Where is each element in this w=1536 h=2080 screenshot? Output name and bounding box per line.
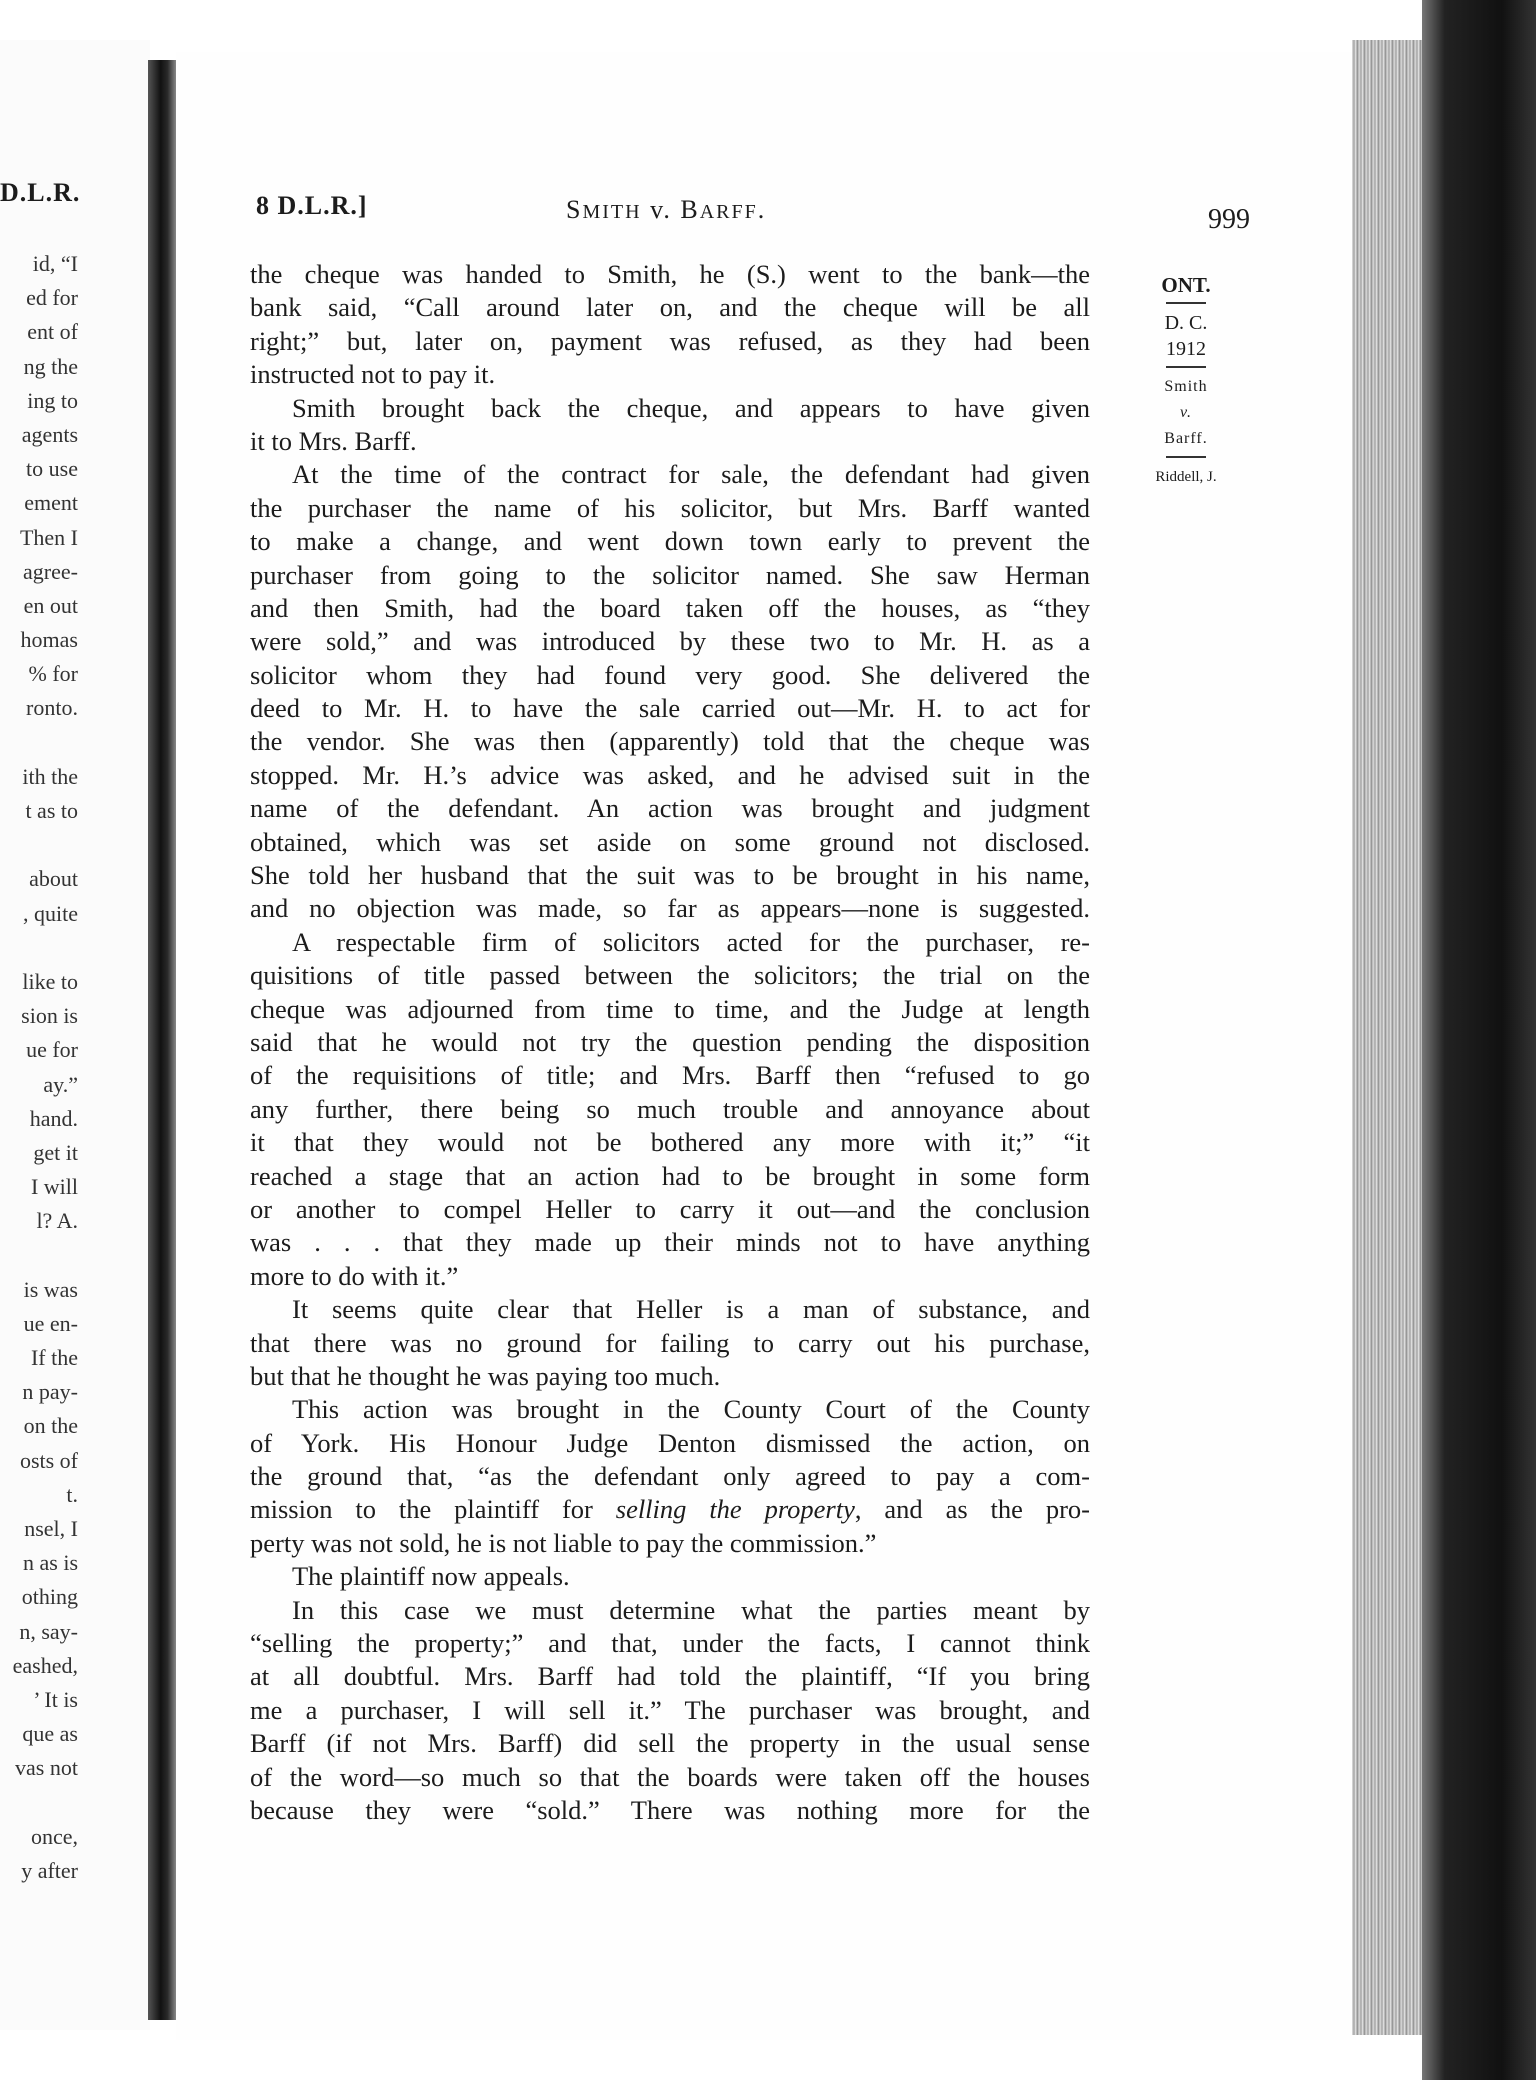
text-line: cheque was adjourned from time to time, and the Judge at length	[250, 993, 1090, 1024]
facing-page-line: get it	[33, 1139, 78, 1165]
emphasis: selling the property	[615, 1494, 855, 1525]
text-line: quisitions of title passed between the solicitors; the trial on the	[250, 960, 1090, 991]
text-line: it that they would not be bothered any more with it;” “it	[250, 1127, 1090, 1158]
text-line: purchaser from going to the solicitor named. She saw Herman	[250, 559, 1090, 590]
text-line: mission to the plaintiff for selling the property, and as the pro-	[250, 1494, 1090, 1525]
facing-page-line: ing to	[27, 387, 78, 413]
text-line: Barff (if not Mrs. Barff) did sell the property in the usual sense	[250, 1728, 1090, 1759]
facing-page-line: ed for	[26, 285, 78, 311]
facing-page-line: agents	[21, 421, 78, 447]
text-line: was . . . that they made up their minds not to have anything	[250, 1227, 1090, 1258]
text-line: were sold,” and was introduced by these two to Mr. H. as a	[250, 626, 1090, 657]
text-line: This action was brought in the County Court of the County	[292, 1394, 1090, 1425]
body-text	[250, 258, 1090, 1827]
facing-page-line: % for	[28, 661, 78, 687]
facing-page-line: hand.	[29, 1105, 78, 1131]
facing-page-line: agree-	[23, 558, 78, 584]
text-line: the cheque was handed to Smith, he (S.) went to the bank—the	[250, 259, 1090, 289]
text-line: deed to Mr. H. to have the sale carried out—Mr. H. to act for	[250, 693, 1090, 724]
facing-page-line: n, say-	[19, 1618, 78, 1644]
facing-page-line: Then I	[19, 524, 78, 550]
facing-page-line: n pay-	[22, 1379, 78, 1405]
margin-court: D. C.	[1164, 312, 1208, 334]
margin-province: ONT.	[1161, 273, 1211, 297]
text-line: the purchaser the name of his solicitor, but Mrs. Barff wanted	[250, 492, 1090, 523]
facing-page-line: to use	[26, 456, 78, 482]
facing-page-line: ng the	[23, 353, 78, 379]
text-line: It seems quite clear that Heller is a man of substance, and	[292, 1294, 1090, 1325]
facing-page-line: n as is	[23, 1550, 78, 1576]
facing-page-line: ue for	[26, 1037, 78, 1063]
facing-page-line: about	[29, 866, 78, 892]
margin-rule	[1166, 456, 1206, 458]
facing-page-line: ent of	[27, 319, 78, 345]
text-line: Smith brought back the cheque, and appears to have given	[292, 392, 1090, 423]
facing-page-line: on the	[23, 1413, 78, 1439]
facing-page-line: en out	[23, 592, 78, 618]
margin-note	[1140, 272, 1232, 490]
text-line: instructed not to pay it.	[250, 359, 496, 390]
facing-page-line: t.	[66, 1481, 78, 1507]
facing-page-line: ’ It is	[33, 1686, 78, 1712]
page-number: 999	[1208, 204, 1250, 235]
facing-page-text	[0, 247, 78, 1888]
text-line: me a purchaser, I will sell it.” The purchaser was brought, and	[250, 1694, 1090, 1725]
text-line: name of the defendant. An action was brought and judgment	[250, 793, 1090, 824]
text-line: or another to compel Heller to carry it out—and the conclusion	[250, 1193, 1090, 1224]
facing-page-line: like to	[22, 968, 78, 994]
text-line: perty was not sold, he is not liable to pay the commission.”	[250, 1527, 877, 1558]
facing-page-line: osts of	[19, 1447, 78, 1473]
text-line: “selling the property;” and that, under the facts, I cannot think	[250, 1628, 1090, 1659]
facing-page-line: ronto.	[26, 695, 78, 721]
text-line: She told her husband that the suit was to be brought in his name,	[250, 860, 1090, 891]
margin-rule	[1166, 366, 1206, 368]
text-line: the vendor. She was then (apparently) told that the cheque was	[250, 726, 1090, 757]
text-line: solicitor whom they had found very good. She delivered the	[250, 659, 1090, 690]
text-line: that there was no ground for failing to carry out his purchase,	[250, 1327, 1090, 1358]
text-line: The plaintiff now appeals.	[292, 1561, 570, 1592]
facing-page-line: nsel, I	[24, 1515, 78, 1541]
margin-year: 1912	[1166, 338, 1206, 360]
text-line: bank said, “Call around later on, and the cheque will be all	[250, 292, 1090, 323]
facing-page-line: homas	[20, 627, 78, 653]
facing-page-line: vas not	[15, 1755, 78, 1781]
text-line: of the requisitions of title; and Mrs. Barff then “refused to go	[250, 1060, 1090, 1091]
text-line: A respectable firm of solicitors acted for the purchaser, re-	[292, 926, 1090, 957]
facing-page-line: If the	[30, 1345, 78, 1370]
text-line: and then Smith, had the board taken off the houses, as “they	[250, 592, 1090, 623]
facing-page-line: id, “I	[32, 251, 78, 276]
margin-rule	[1166, 302, 1206, 304]
text-line: any further, there being so much trouble and annoyance about	[250, 1093, 1090, 1124]
facing-page-line: sion is	[21, 1003, 78, 1029]
book-cover-edge	[1422, 0, 1536, 2080]
margin-judge: Riddell, J.	[1155, 469, 1217, 485]
text-line: In this case we must determine what the parties meant by	[292, 1594, 1090, 1625]
text-line: but that he thought he was paying too much.	[250, 1360, 721, 1391]
text-line: of the word—so much so that the boards were taken off the houses	[250, 1761, 1090, 1792]
text-line: and no objection was made, so far as appears—none is suggested.	[250, 893, 1090, 924]
facing-page-line: is was	[23, 1276, 78, 1302]
text-line: of York. His Honour Judge Denton dismissed the action, on	[250, 1427, 1090, 1458]
facing-page-line	[0, 828, 78, 862]
facing-page-line: que as	[22, 1721, 78, 1747]
text-line: it to Mrs. Barff.	[250, 425, 417, 456]
facing-page-line: ith the	[22, 763, 78, 789]
facing-page-header: D.L.R.	[0, 178, 81, 207]
running-head-volume: 8 D.L.R.]	[256, 191, 368, 220]
facing-page-line	[0, 1238, 78, 1272]
facing-page-line: I will	[30, 1174, 78, 1200]
facing-page-line: y after	[21, 1857, 78, 1883]
margin-versus: v.	[1180, 404, 1192, 421]
text-line: to make a change, and went down town early to prevent the	[250, 526, 1090, 557]
facing-page-line	[0, 1785, 78, 1819]
facing-page-line: ement	[24, 490, 78, 516]
margin-case-a: Smith	[1164, 378, 1208, 395]
facing-page-line: l? A.	[36, 1208, 78, 1234]
margin-case-b: Barff.	[1164, 430, 1208, 447]
text-line: obtained, which was set aside on some ground not disclosed.	[250, 826, 1090, 857]
running-head-title: SMITH v. BARFF.	[566, 195, 767, 224]
facing-page-line: t as to	[25, 798, 78, 823]
text-line: At the time of the contract for sale, the defendant had given	[292, 459, 1090, 490]
facing-page-line: ue en-	[23, 1310, 78, 1336]
facing-page-line	[0, 931, 78, 965]
text-line: because they were “sold.” There was nothing more for the	[250, 1794, 1090, 1825]
facing-page-line: , quite	[23, 900, 78, 926]
facing-page-line: ay.”	[43, 1071, 78, 1097]
facing-page-line: eashed,	[12, 1652, 78, 1678]
text-line: stopped. Mr. H.’s advice was asked, and he advised suit in the	[250, 759, 1090, 790]
text-line: right;” but, later on, payment was refused, as they had been	[250, 325, 1090, 356]
facing-page-line: once,	[30, 1823, 78, 1849]
text-line: more to do with it.”	[250, 1260, 459, 1291]
text-line: at all doubtful. Mrs. Barff had told the plaintiff, “If you bring	[250, 1661, 1090, 1692]
facing-page-line: othing	[21, 1584, 78, 1610]
text-line: said that he would not try the question pending the disposition	[250, 1026, 1090, 1057]
facing-page-line	[0, 726, 78, 760]
book-gutter	[148, 60, 176, 2020]
text-line: reached a stage that an action had to be brought in some form	[250, 1160, 1090, 1191]
text-line: the ground that, “as the defendant only agreed to pay a com-	[250, 1461, 1090, 1492]
page-edges	[1352, 40, 1422, 2035]
